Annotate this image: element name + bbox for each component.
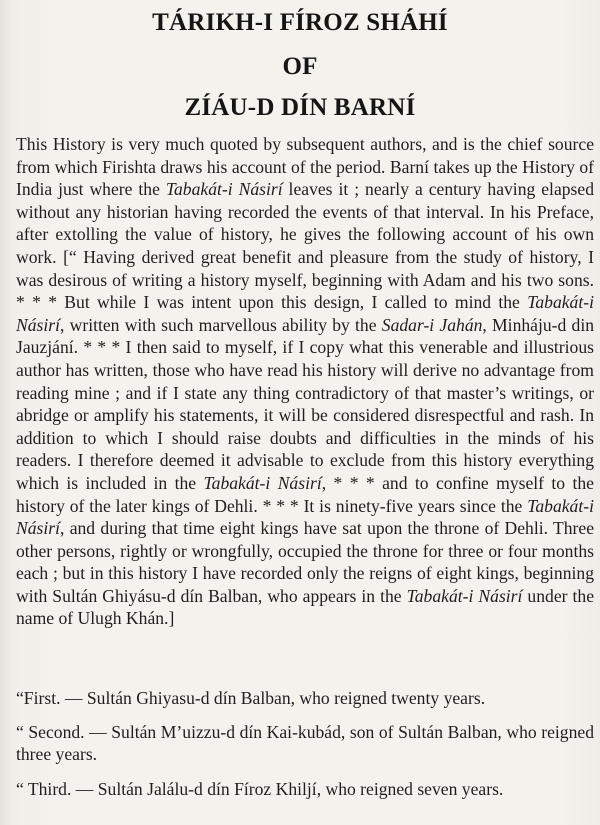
list-item: “ Third. — Sultán Jalálu-d dín Fíroz Khiljí, who reigned seven years. <box>16 778 504 799</box>
text-run: leaves it ; nearly a century having elapsed without any historian having recorded the events of that interval. In his Preface, after extolling the value of history, he gives the following account of his own work. [“ Having derived great benefit and pleasure from the study of history, I was desirous of writing a history myself, beginning with Adam and his two sons. * * * But while I was intent upon this design, I called to mind the <box>16 179 594 313</box>
body-paragraph <box>16 133 594 630</box>
book-title-italic: Tabakát-i Násirí <box>406 585 523 606</box>
list-item: “First. — Sultán Ghiyasu-d dín Balban, who reigned twenty years. <box>16 688 486 708</box>
text-run: , Minháju-d din Jauzjání. * * * I then said to myself, if I copy what this venerable and illustrious author has written, those who have read his history will derive no advantage from reading mine ; and if I state any thing contradictory of that master’s writings, or abridge or amplify his statements, it will be considered disrespectful and rash. In addition to which I should raise doubts and difficulties in the minds of his readers. I therefore deemed it advisable to exclude from this history everything which is included in the <box>16 314 595 493</box>
list-item: “ Second. — Sultán M’uizzu-d dín Kai-kubád, son of Sultán Balban, who reigned three years. <box>16 721 594 765</box>
paragraph-introduction <box>16 133 594 630</box>
book-title-italic: Tabakát-i Násirí <box>16 292 594 335</box>
text-run: , and during that time eight kings have sat upon the throne of Dehli. Three other persons, rightly or wrongfully, occupied the throne for three or four months each ; but in this history I have recorded only the reigns of eight kings, beginning with Sultán Ghiyásu-d dín Balban, who appears in the <box>16 518 594 606</box>
book-title-italic: Tabakát-i Násirí <box>203 472 322 493</box>
kings-list <box>16 687 594 810</box>
chapter-author: ZÍÁU-D DÍN BARNÍ <box>184 94 416 121</box>
chapter-title: TÁRIKH-I FÍROZ SHÁHÍ <box>152 9 448 36</box>
chapter-title-connector: OF <box>282 53 318 80</box>
text-run: , written with such marvellous ability by the <box>60 314 382 335</box>
book-title-italic: Tabakát-i Násirí <box>165 179 283 200</box>
text-run: This History is very much quoted by subsequent authors, and is the chief source from which Firishta draws his account of the period. Barní takes up the History of India just where the <box>16 134 594 200</box>
text-run: , * * * and to confine myself to the history of the later kings of Dehli. * * * It is ninety-five years since the <box>16 472 594 516</box>
book-title-italic: Tabakát-i Násirí <box>16 495 594 539</box>
text-run: under the name of Ulugh Khán.] <box>16 585 595 629</box>
honorific-italic: Sadar-i Jahán <box>381 314 483 335</box>
